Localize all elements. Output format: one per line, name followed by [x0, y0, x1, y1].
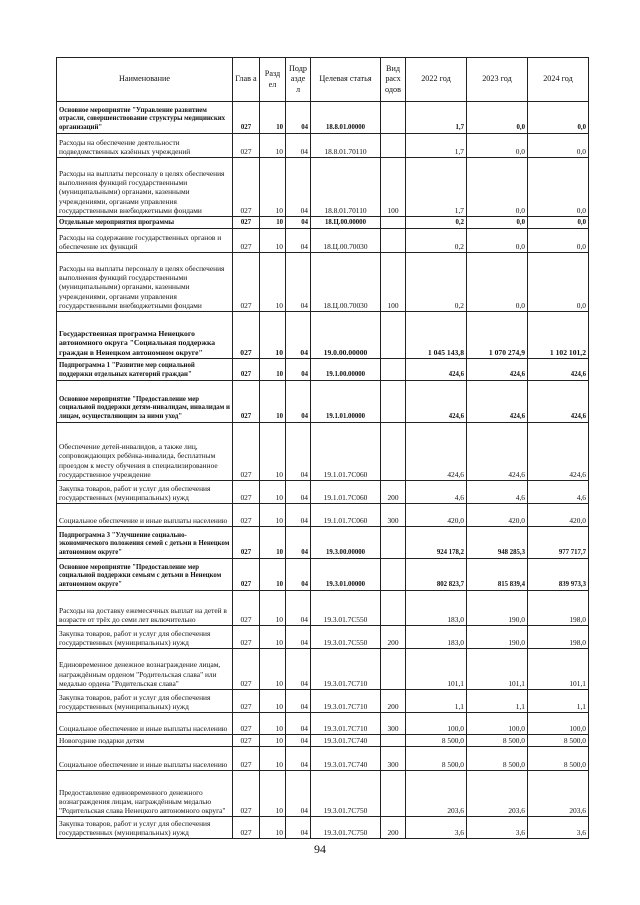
header-2022: 2022 год	[406, 58, 467, 102]
header-chapter: Глав а	[233, 58, 260, 102]
cell-name: Основное мероприятие "Управление развитием отрасли, совершенствование структуры медицинских организаций"	[57, 102, 233, 134]
page-number: 94	[314, 842, 326, 856]
cell-2024: 0,0	[528, 253, 589, 312]
cell-name: Новогодние подарки детям	[57, 735, 233, 747]
cell-chapter: 027	[233, 713, 260, 735]
header-subsection: Подр азде л	[286, 58, 311, 102]
cell-expense-type	[381, 134, 406, 158]
cell-subsection: 04	[286, 649, 311, 690]
cell-name: Основное мероприятие "Предоставление мер социальной поддержки семьям с детьми в Ненецком автономном округе"	[57, 559, 233, 591]
cell-target: 19.1.01.7С060	[311, 423, 381, 481]
cell-expense-type	[381, 559, 406, 591]
cell-target: 19.1.01.7С060	[311, 481, 381, 504]
cell-2024: 0,0	[528, 134, 589, 158]
table-row	[57, 158, 589, 217]
cell-name: Подпрограмма 3 "Улучшение социально-экономического положения семей с детьми в Ненецком автономном округе"	[57, 527, 233, 559]
cell-section: 10	[260, 217, 286, 229]
cell-target: 18.8.01.70110	[311, 158, 381, 217]
cell-2023: 0,0	[467, 229, 528, 253]
cell-expense-type	[381, 591, 406, 626]
cell-target: 19.3.01.7С710	[311, 649, 381, 690]
cell-name: Закупка товаров, работ и услуг для обеспечения государственных (муниципальных) нужд	[57, 481, 233, 504]
cell-2022: 8 500,0	[406, 747, 467, 771]
cell-name: Закупка товаров, работ и услуг для обеспечения государственных (муниципальных) нужд	[57, 817, 233, 839]
cell-2024: 0,0	[528, 158, 589, 217]
cell-section: 10	[260, 626, 286, 649]
cell-2022: 924 178,2	[406, 527, 467, 559]
cell-chapter: 027	[233, 253, 260, 312]
cell-subsection: 04	[286, 158, 311, 217]
cell-section: 10	[260, 771, 286, 817]
cell-2024: 424,6	[528, 359, 589, 381]
table-row	[57, 134, 589, 158]
cell-expense-type	[381, 735, 406, 747]
cell-expense-type	[381, 312, 406, 359]
cell-expense-type	[381, 423, 406, 481]
cell-2022: 1,7	[406, 134, 467, 158]
cell-2023: 1 070 274,9	[467, 312, 528, 359]
cell-target: 18.Ц.00.70030	[311, 253, 381, 312]
table-row	[57, 102, 589, 134]
cell-name: Предоставление единовременного денежного вознаграждения лицам, награждённым медалью "Родительская слава Ненецкого автономного округа"	[57, 771, 233, 817]
cell-name: Расходы на выплаты персоналу в целях обеспечения выполнения функций государственными (муниципальными) органами, казенными учреждениями, органами управления государственными внебюджетными фондами	[57, 253, 233, 312]
cell-section: 10	[260, 504, 286, 527]
cell-2022: 1 045 143,8	[406, 312, 467, 359]
cell-chapter: 027	[233, 690, 260, 713]
cell-2023: 4,6	[467, 481, 528, 504]
cell-2022: 100,0	[406, 713, 467, 735]
table-row	[57, 649, 589, 690]
cell-section: 10	[260, 559, 286, 591]
cell-subsection: 04	[286, 134, 311, 158]
cell-subsection: 04	[286, 559, 311, 591]
cell-chapter: 027	[233, 747, 260, 771]
cell-2023: 420,0	[467, 504, 528, 527]
cell-section: 10	[260, 649, 286, 690]
cell-name: Государственная программа Ненецкого автономного округа "Социальная поддержка граждан в Ненецком автономном округе"	[57, 312, 233, 359]
cell-2023: 0,0	[467, 217, 528, 229]
cell-subsection: 04	[286, 381, 311, 423]
cell-2023: 0,0	[467, 253, 528, 312]
table-row	[57, 217, 589, 229]
cell-expense-type: 200	[381, 481, 406, 504]
cell-2024: 101,1	[528, 649, 589, 690]
cell-2022: 0,2	[406, 229, 467, 253]
cell-expense-type	[381, 381, 406, 423]
cell-section: 10	[260, 359, 286, 381]
cell-target: 19.1.01.00000	[311, 381, 381, 423]
cell-2023: 190,0	[467, 591, 528, 626]
cell-expense-type: 300	[381, 504, 406, 527]
header-name: Наименование	[57, 58, 233, 102]
cell-subsection: 04	[286, 423, 311, 481]
cell-2024: 420,0	[528, 504, 589, 527]
cell-name: Единовременное денежное вознаграждение лицам, награждённым орденом "Родительская слава" или медалью ордена "Родительская слава"	[57, 649, 233, 690]
header-section: Разд ел	[260, 58, 286, 102]
cell-target: 19.3.01.7С750	[311, 771, 381, 817]
cell-target: 19.3.01.7С550	[311, 591, 381, 626]
cell-section: 10	[260, 229, 286, 253]
cell-chapter: 027	[233, 423, 260, 481]
cell-subsection: 04	[286, 359, 311, 381]
cell-expense-type: 300	[381, 713, 406, 735]
cell-chapter: 027	[233, 217, 260, 229]
header-2024: 2024 год	[528, 58, 589, 102]
cell-subsection: 04	[286, 747, 311, 771]
cell-chapter: 027	[233, 481, 260, 504]
cell-subsection: 04	[286, 527, 311, 559]
cell-2022: 101,1	[406, 649, 467, 690]
cell-expense-type	[381, 359, 406, 381]
table-body	[57, 102, 589, 839]
cell-2023: 8 500,0	[467, 747, 528, 771]
cell-subsection: 04	[286, 771, 311, 817]
budget-table	[56, 57, 589, 839]
cell-2022: 1,7	[406, 158, 467, 217]
cell-subsection: 04	[286, 253, 311, 312]
table-row	[57, 626, 589, 649]
cell-subsection: 04	[286, 102, 311, 134]
table-row	[57, 312, 589, 359]
cell-2022: 183,0	[406, 591, 467, 626]
cell-section: 10	[260, 713, 286, 735]
table-header	[57, 58, 589, 102]
cell-expense-type	[381, 217, 406, 229]
cell-section: 10	[260, 735, 286, 747]
cell-chapter: 027	[233, 381, 260, 423]
cell-2023: 424,6	[467, 381, 528, 423]
cell-2024: 424,6	[528, 381, 589, 423]
cell-expense-type: 100	[381, 253, 406, 312]
cell-section: 10	[260, 381, 286, 423]
cell-subsection: 04	[286, 817, 311, 839]
cell-2022: 420,0	[406, 504, 467, 527]
cell-2023: 0,0	[467, 158, 528, 217]
cell-2024: 3,6	[528, 817, 589, 839]
cell-subsection: 04	[286, 626, 311, 649]
cell-section: 10	[260, 102, 286, 134]
header-target: Целевая статья	[311, 58, 381, 102]
cell-2022: 424,6	[406, 359, 467, 381]
cell-section: 10	[260, 481, 286, 504]
cell-target: 19.3.01.00000	[311, 559, 381, 591]
cell-section: 10	[260, 747, 286, 771]
cell-subsection: 04	[286, 591, 311, 626]
cell-section: 10	[260, 134, 286, 158]
table-row	[57, 359, 589, 381]
table-row	[57, 591, 589, 626]
cell-chapter: 027	[233, 591, 260, 626]
cell-2022: 424,6	[406, 381, 467, 423]
cell-2022: 424,6	[406, 423, 467, 481]
cell-2023: 0,0	[467, 102, 528, 134]
cell-target: 19.3.01.7С740	[311, 747, 381, 771]
cell-section: 10	[260, 527, 286, 559]
cell-subsection: 04	[286, 312, 311, 359]
table-row	[57, 771, 589, 817]
cell-2023: 203,6	[467, 771, 528, 817]
cell-2024: 977 717,7	[528, 527, 589, 559]
cell-target: 19.3.01.7С750	[311, 817, 381, 839]
cell-name: Отдельные мероприятия программы	[57, 217, 233, 229]
cell-target: 19.1.00.00000	[311, 359, 381, 381]
cell-2022: 8 500,0	[406, 735, 467, 747]
cell-chapter: 027	[233, 626, 260, 649]
cell-name: Основное мероприятие "Предоставление мер социальной поддержки детям-инвалидам, инвалидам и лицам, осуществляющим за ними уход"	[57, 381, 233, 423]
cell-2024: 198,0	[528, 626, 589, 649]
cell-name: Социальное обеспечение и иные выплаты населению	[57, 713, 233, 735]
cell-chapter: 027	[233, 134, 260, 158]
cell-2023: 815 839,4	[467, 559, 528, 591]
cell-2023: 1,1	[467, 690, 528, 713]
table-row	[57, 229, 589, 253]
cell-2022: 4,6	[406, 481, 467, 504]
cell-target: 18.Ц.00.70030	[311, 229, 381, 253]
cell-2023: 101,1	[467, 649, 528, 690]
cell-target: 19.1.01.7С060	[311, 504, 381, 527]
cell-section: 10	[260, 817, 286, 839]
cell-target: 19.3.00.00000	[311, 527, 381, 559]
cell-section: 10	[260, 591, 286, 626]
cell-name: Подпрограмма 1 "Развитие мер социальной поддержки отдельных категорий граждан"	[57, 359, 233, 381]
cell-target: 19.0.00.00000	[311, 312, 381, 359]
cell-2024: 198,0	[528, 591, 589, 626]
cell-expense-type: 200	[381, 626, 406, 649]
table-row	[57, 253, 589, 312]
cell-expense-type	[381, 527, 406, 559]
cell-2023: 0,0	[467, 134, 528, 158]
cell-subsection: 04	[286, 735, 311, 747]
cell-2023: 424,6	[467, 359, 528, 381]
cell-expense-type	[381, 771, 406, 817]
cell-chapter: 027	[233, 817, 260, 839]
cell-2024: 839 973,3	[528, 559, 589, 591]
table-row	[57, 527, 589, 559]
table-row	[57, 747, 589, 771]
cell-subsection: 04	[286, 504, 311, 527]
table-row	[57, 817, 589, 839]
table-row	[57, 481, 589, 504]
cell-subsection: 04	[286, 481, 311, 504]
cell-name: Закупка товаров, работ и услуг для обеспечения государственных (муниципальных) нужд	[57, 626, 233, 649]
cell-2024: 8 500,0	[528, 735, 589, 747]
table-row	[57, 713, 589, 735]
cell-expense-type: 100	[381, 158, 406, 217]
cell-section: 10	[260, 690, 286, 713]
cell-chapter: 027	[233, 735, 260, 747]
cell-2023: 100,0	[467, 713, 528, 735]
cell-chapter: 027	[233, 504, 260, 527]
cell-2023: 190,0	[467, 626, 528, 649]
cell-2023: 424,6	[467, 423, 528, 481]
cell-target: 19.3.01.7С740	[311, 735, 381, 747]
cell-2023: 948 285,3	[467, 527, 528, 559]
cell-2024: 0,0	[528, 217, 589, 229]
table-row	[57, 690, 589, 713]
cell-name: Социальное обеспечение и иные выплаты населению	[57, 747, 233, 771]
cell-chapter: 027	[233, 312, 260, 359]
cell-chapter: 027	[233, 649, 260, 690]
cell-target: 18.8.01.70110	[311, 134, 381, 158]
cell-name: Социальное обеспечение и иные выплаты населению	[57, 504, 233, 527]
cell-2022: 802 823,7	[406, 559, 467, 591]
cell-2024: 0,0	[528, 229, 589, 253]
cell-chapter: 027	[233, 102, 260, 134]
cell-target: 18.8.01.00000	[311, 102, 381, 134]
cell-2024: 203,6	[528, 771, 589, 817]
cell-subsection: 04	[286, 713, 311, 735]
cell-section: 10	[260, 312, 286, 359]
cell-2022: 3,6	[406, 817, 467, 839]
cell-expense-type	[381, 102, 406, 134]
cell-section: 10	[260, 423, 286, 481]
cell-target: 19.3.01.7С710	[311, 713, 381, 735]
cell-subsection: 04	[286, 690, 311, 713]
cell-2022: 0,2	[406, 253, 467, 312]
cell-expense-type: 200	[381, 817, 406, 839]
cell-2024: 1,1	[528, 690, 589, 713]
header-2023: 2023 год	[467, 58, 528, 102]
cell-target: 18.Ц.00.00000	[311, 217, 381, 229]
cell-subsection: 04	[286, 217, 311, 229]
cell-name: Расходы на обеспечение деятельности подведомственных казённых учреждений	[57, 134, 233, 158]
cell-expense-type	[381, 649, 406, 690]
cell-name: Расходы на содержание государственных органов и обеспечение их функций	[57, 229, 233, 253]
cell-expense-type: 200	[381, 690, 406, 713]
cell-2022: 183,0	[406, 626, 467, 649]
table-row	[57, 381, 589, 423]
cell-2024: 1 102 101,2	[528, 312, 589, 359]
cell-2022: 1,1	[406, 690, 467, 713]
cell-chapter: 027	[233, 158, 260, 217]
cell-2024: 8 500,0	[528, 747, 589, 771]
cell-subsection: 04	[286, 229, 311, 253]
cell-2024: 100,0	[528, 713, 589, 735]
cell-chapter: 027	[233, 359, 260, 381]
cell-2024: 424,6	[528, 423, 589, 481]
cell-expense-type	[381, 229, 406, 253]
cell-section: 10	[260, 253, 286, 312]
cell-2022: 1,7	[406, 102, 467, 134]
cell-2022: 203,6	[406, 771, 467, 817]
cell-chapter: 027	[233, 229, 260, 253]
cell-chapter: 027	[233, 771, 260, 817]
cell-expense-type: 300	[381, 747, 406, 771]
cell-target: 19.3.01.7С710	[311, 690, 381, 713]
cell-name: Обеспечение детей-инвалидов, а также лиц, сопровождающих ребёнка-инвалида, бесплатным проездом к месту обучения в специализированное государственное учреждение	[57, 423, 233, 481]
cell-2023: 3,6	[467, 817, 528, 839]
cell-chapter: 027	[233, 559, 260, 591]
cell-2024: 4,6	[528, 481, 589, 504]
cell-chapter: 027	[233, 527, 260, 559]
cell-2024: 0,0	[528, 102, 589, 134]
cell-name: Расходы на выплаты персоналу в целях обеспечения выполнения функций государственными (муниципальными) органами, казенными учреждениями, органами управления государственными внебюджетными фондами	[57, 158, 233, 217]
cell-name: Расходы на доставку ежемесячных выплат на детей в возрасте от трёх до семи лет включительно	[57, 591, 233, 626]
table-row	[57, 735, 589, 747]
header-expense-type: Вид расх одов	[381, 58, 406, 102]
cell-2023: 8 500,0	[467, 735, 528, 747]
table-row	[57, 504, 589, 527]
table-row	[57, 559, 589, 591]
cell-name: Закупка товаров, работ и услуг для обеспечения государственных (муниципальных) нужд	[57, 690, 233, 713]
cell-target: 19.3.01.7С550	[311, 626, 381, 649]
table-row	[57, 423, 589, 481]
cell-2022: 0,2	[406, 217, 467, 229]
cell-section: 10	[260, 158, 286, 217]
